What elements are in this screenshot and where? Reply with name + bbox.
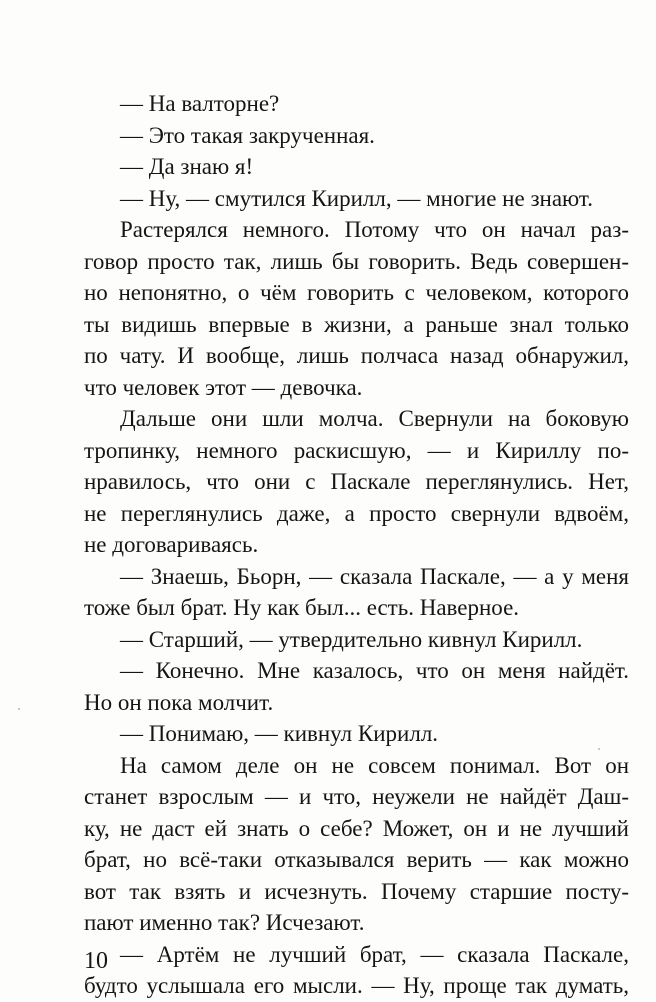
text-line: Но он пока молчит. (84, 689, 274, 715)
text-line: тоже был брат. Ну как был... есть. Наверное. (84, 595, 520, 620)
text-line: — Да знаю я! (120, 154, 254, 179)
text-line: Растерялся немного. Потому что он начал раз- (120, 217, 629, 242)
text-line: говор просто так, лишь бы говорить. Ведь совершен- (84, 248, 629, 274)
text-line: — Понимаю, — кивнул Кирилл. (120, 721, 439, 746)
text-line: будто услышала его мысли. — Ну, проще так думать, (84, 973, 629, 998)
paper-speck (18, 708, 20, 710)
text-line: — Артём не лучший брат, — сказала Паскале, (120, 941, 629, 967)
text-line: Дальше они шли молча. Свернули на боковую (120, 406, 629, 431)
text-line: — Конечно. Мне казалось, что он меня найдёт. (120, 658, 629, 683)
text-line: — Старший, — утвердительно кивнул Кирилл. (120, 626, 583, 652)
text-line: — Это такая закрученная. (120, 122, 375, 148)
text-line: ты видишь впервые в жизни, а раньше знал только (84, 311, 629, 337)
text-line: не договариваясь. (84, 532, 259, 557)
text-line: тропинку, немного раскисшую, — и Кириллу по- (84, 437, 629, 463)
text-line: но непонятно, о чём говорить с человеком, которого (84, 280, 629, 305)
body-text (84, 88, 629, 1002)
page-number: 10 (84, 948, 108, 974)
text-line: брат, но всё-таки отказывался верить — как можно (84, 847, 629, 872)
paper-speck (598, 748, 600, 750)
text-line: не переглянулись даже, а просто свернули вдвоём, (84, 500, 629, 526)
text-line: вот так взять и исчезнуть. Почему старшие посту- (84, 878, 629, 904)
text-line: — Ну, — смутился Кирилл, — многие не знают. (120, 185, 593, 211)
text-line: пают именно так? Исчезают. (84, 910, 365, 935)
text-line: по чату. И вообще, лишь полчаса назад обнаружил, (84, 343, 629, 368)
text-line: — Знаешь, Бьорн, — сказала Паскале, — а у меня (120, 563, 629, 589)
text-line: станет взрослым — и что, неужели не найдёт Даш- (84, 784, 629, 809)
text-line: что человек этот — девочка. (84, 374, 363, 400)
text-line: нравилось, что они с Паскале переглянулись. Нет, (84, 469, 629, 494)
text-line: ку, не даст ей знать о себе? Может, он и не лучший (84, 815, 629, 841)
text-line: — На валторне? (120, 91, 280, 116)
text-line: На самом деле он не совсем понимал. Вот он (120, 752, 629, 778)
